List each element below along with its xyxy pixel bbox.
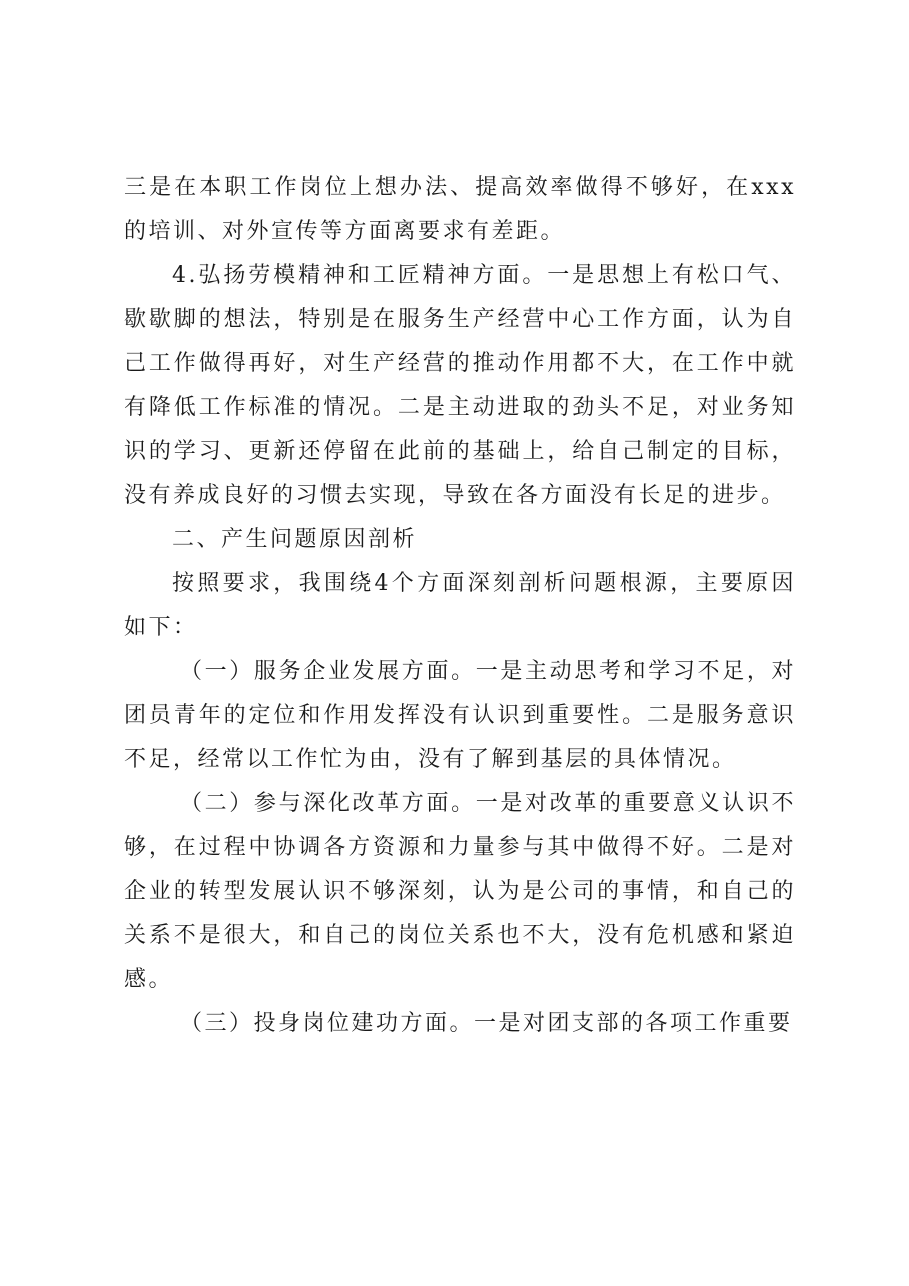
paragraph-item-two: （二）参与深化改革方面。一是对改革的重要意义认识不够，在过程中协调各方资源和力量参与其中做得不好。二是对企业的转型发展认识不够深刻，认为是公司的事情，和自己的关系不是很大，和自己的岗位关系也不大，没有危机感和紧迫感。 bbox=[124, 791, 796, 992]
section-heading: 二、产生问题原因剖析 bbox=[172, 527, 418, 552]
paragraph-continuation: 三是在本职工作岗位上想办法、提高效率做得不够好，在xxx的培训、对外宣传等方面离要求有差距。 bbox=[124, 175, 796, 244]
paragraph-item-4: 4.弘扬劳模精神和工匠精神方面。一是思想上有松口气、歇歇脚的想法，特别是在服务生产经营中心工作方面，认为自己工作做得再好，对生产经营的推动作用都不大，在工作中就有降低工作标准的情况。二是主动进取的劲头不足，对业务知识的学习、更新还停留在此前的基础上，给自己制定的目标，没有养成良好的习惯去实现，导致在各方面没有长足的进步。 bbox=[124, 263, 796, 508]
paragraph-item-one: （一）服务企业发展方面。一是主动思考和学习不足，对团员青年的定位和作用发挥没有认识到重要性。二是服务意识不足，经常以工作忙为由，没有了解到基层的具体情况。 bbox=[124, 659, 796, 772]
paragraph-intro: 按照要求，我围绕4个方面深刻剖析问题根源，主要原因如下： bbox=[124, 571, 796, 640]
paragraph-item-three: （三）投身岗位建功方面。一是对团支部的各项工作重要 bbox=[180, 1011, 793, 1036]
document-body bbox=[124, 166, 796, 1046]
